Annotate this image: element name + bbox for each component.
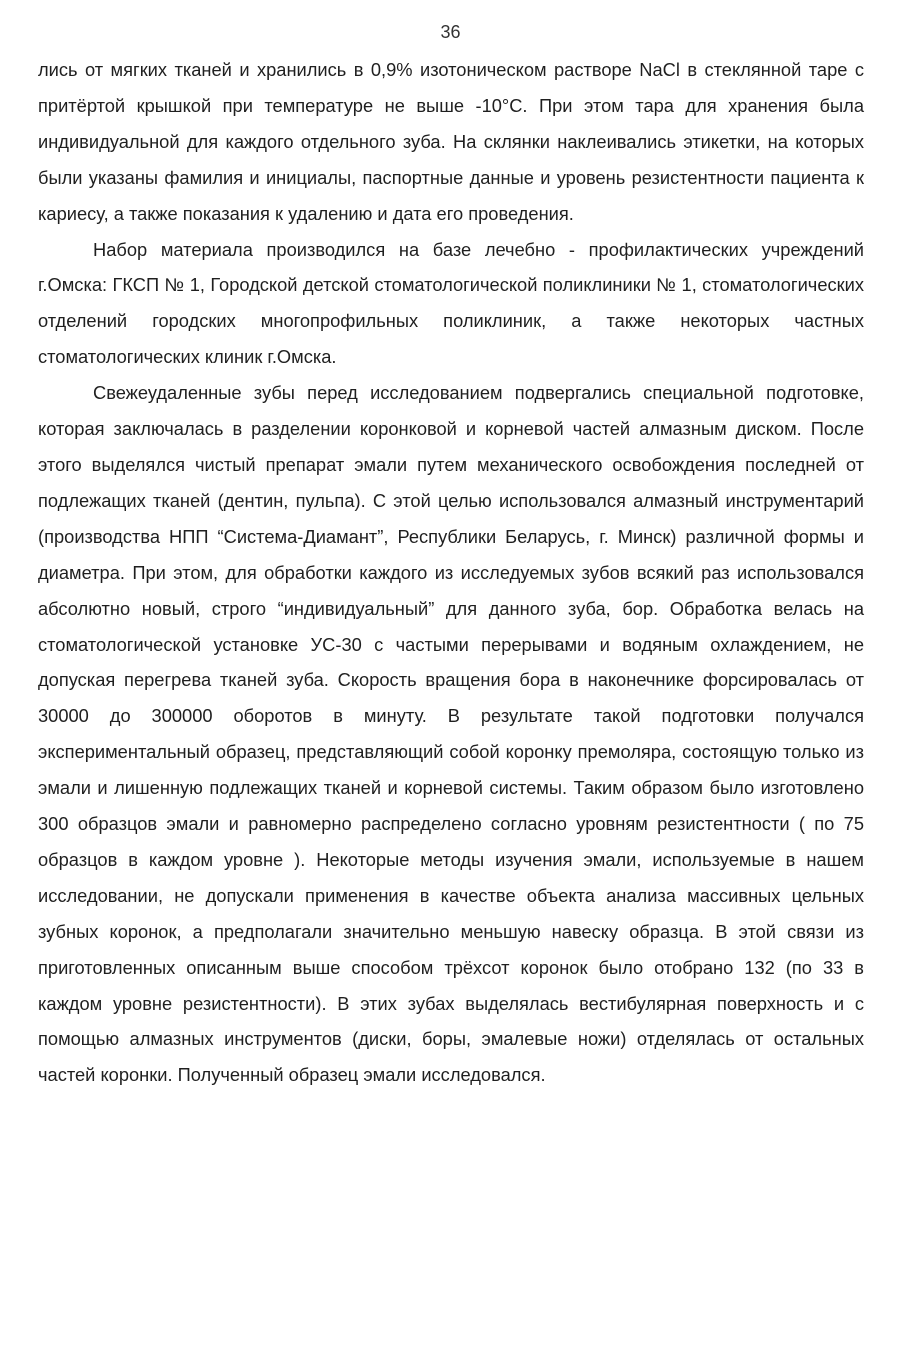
- page-number: 36: [440, 22, 461, 42]
- paragraph-sample-preparation: Свежеудаленные зубы перед исследованием подвергались специальной подготовке, которая заключалась в разделении коронковой и корневой частей алмазным диском. После этого выделялся чистый препарат эмали путем механического освобождения последней от подлежащих тканей (дентин, пульпа). С этой целью использовался алмазный инструментарий (производства НПП “Система-Диамант”, Республики Беларусь, г. Минск) различной формы и диаметра. При этом, для обработки каждого из исследуемых зубов всякий раз использовался абсолютно новый, строго “индивидуальный” для данного зуба, бор. Обработка велась на стоматологической установке УС-30 с частыми перерывами и водяным охлаждением, не допуская перегрева тканей зуба. Скорость вращения бора в наконечнике форсировалась от 30000 до 300000 оборотов в минуту. В результате такой подготовки получался экспериментальный образец, представляющий собой коронку премоляра, состоящую только из эмали и лишенную подлежащих тканей и корневой системы. Таким образом было изготовлено 300 образцов эмали и равномерно распределено согласно уровням резистентности ( по 75 образцов в каждом уровне ). Некоторые методы изучения эмали, используемые в нашем исследовании, не допускали применения в качестве объекта анализа массивных цельных зубных коронок, а предполагали значительно меньшую навеску образца. В этой связи из приготовленных описанным выше способом трёхсот коронок было отобрано 132 (по 33 в каждом уровне резистентности). В этих зубах выделялась вестибулярная поверхность и с помощью алмазных инструментов (диски, боры, эмалевые ножи) отделялась от остальных частей коронки. Полученный образец эмали исследовался.: [38, 382, 864, 1086]
- paragraph-storage: лись от мягких тканей и хранились в 0,9% изотоническом растворе NaCl в стеклянной таре с притёртой крышкой при температуре не выше -10°С. При этом тара для хранения была индивидуальной для каждого отдельного зуба. На склянки наклеивались этикетки, на которых были указаны фамилия и инициалы, паспортные данные и уровень резистентности пациента к кариесу, а также показания к удалению и дата его проведения.: [38, 59, 864, 224]
- body-text: [38, 52, 864, 1093]
- paragraph-material-collection: Набор материала производился на базе лечебно - профилактических учреждений г.Омска: ГКСП № 1, Городской детской стоматологической поликлиники № 1, стоматологических отделений городских многопрофильных поликлиник, а также некоторых частных стоматологических клиник г.Омска.: [38, 238, 864, 368]
